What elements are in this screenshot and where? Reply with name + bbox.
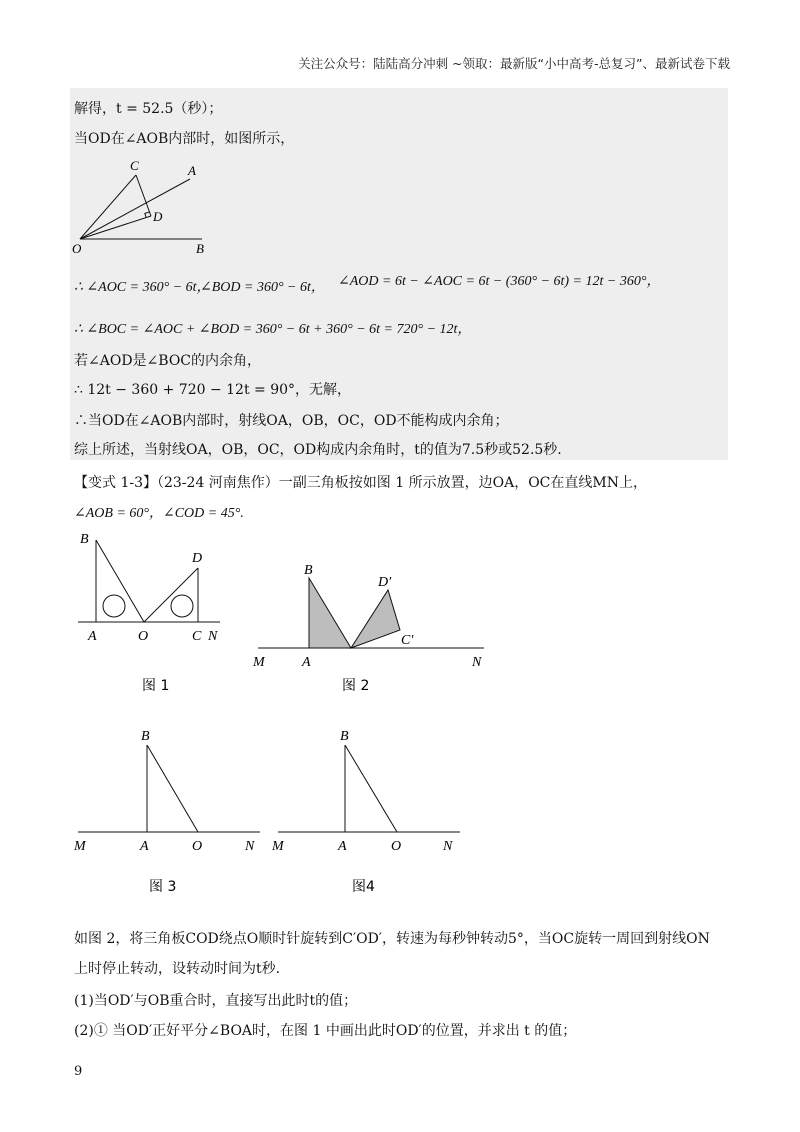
question-part-1: (1)当OD′与OB重合时，直接写出此时t的值； — [74, 993, 358, 1009]
solution-line-2: 当OD在∠AOB内部时，如图所示， — [74, 131, 295, 147]
figure-2 — [250, 560, 500, 700]
fig2-label-M: M — [253, 655, 265, 670]
fig3-label-M: M — [74, 839, 86, 854]
fig-label-O: O — [72, 241, 82, 255]
fig1-label-N: N — [208, 629, 218, 644]
solution-line-3c: ∠AOD = 6t − ∠AOC = 6t − (360° − 6t) = 12t − 360°， — [338, 274, 661, 289]
fig-label-C: C — [130, 158, 139, 173]
question-line-1: 如图 2，将三角板COD绕点O顺时针旋转到C′OD′，转速为每秒钟转动5°，当OC旋转一周回到射线ON — [74, 931, 710, 947]
fig3-caption: 图 3 — [149, 879, 177, 895]
solution-line-5: 若∠AOD是∠BOC的内余角， — [74, 353, 262, 369]
fig-label-A: A — [188, 163, 196, 178]
fig1-label-C: C — [192, 629, 202, 644]
fig4-label-O: O — [391, 839, 402, 854]
fig3-label-N: N — [245, 839, 255, 854]
fig1-label-B: B — [80, 532, 89, 547]
problem-line-2: ∠AOB = 60°，∠COD = 45°. — [74, 506, 244, 521]
fig2-label-B: B — [304, 563, 313, 578]
solution-line-6: ∴ 12t − 360 + 720 − 12t = 90°，无解， — [74, 382, 352, 398]
fig3-label-O: O — [192, 839, 203, 854]
problem-line-1: 【变式 1-3】（23-24 河南焦作）一副三角板按如图 1 所示放置，边OA，OC在直线MN上， — [74, 475, 647, 491]
solution-line-1: 解得，t = 52.5（秒）； — [74, 101, 223, 117]
fig4-label-B: B — [340, 729, 349, 744]
question-part-2: (2)① 当OD′正好平分∠BOA时，在图 1 中画出此时OD′的位置，并求出 t 的值； — [74, 1023, 577, 1039]
fig4-label-M: M — [272, 839, 284, 854]
fig2-label-A: A — [302, 655, 311, 670]
solution-figure — [70, 155, 230, 255]
solution-line-7: ∴当OD在∠AOB内部时，射线OA，OB，OC，OD不能构成内余角； — [74, 413, 509, 429]
fig2-label-D: D′ — [378, 575, 392, 590]
fig1-label-A: A — [88, 629, 97, 644]
fig4-label-A: A — [338, 839, 347, 854]
solution-line-3a: ∴ ∠AOC = 360° − 6t， — [74, 280, 211, 295]
page-header: 关注公众号：陆陆高分冲刺 ~领取：最新版“小中高考-总复习”、最新试卷下载 — [298, 56, 730, 71]
page-number: 9 — [74, 1064, 83, 1079]
solution-line-3b: ∠BOD = 360° − 6t， — [200, 280, 325, 295]
fig4-caption: 图4 — [352, 879, 375, 895]
fig2-caption: 图 2 — [342, 678, 370, 694]
fig2-label-C: C′ — [401, 633, 414, 648]
fig-label-D: D — [153, 209, 163, 224]
fig3-label-B: B — [141, 729, 150, 744]
fig-label-B: B — [196, 241, 204, 255]
fig1-caption: 图 1 — [142, 678, 170, 694]
fig2-label-N: N — [472, 655, 482, 670]
figure-4 — [270, 725, 470, 900]
fig3-label-A: A — [140, 839, 149, 854]
fig4-label-N: N — [443, 839, 453, 854]
figure-3 — [70, 725, 270, 900]
figure-1 — [70, 528, 240, 698]
question-line-2: 上时停止转动，设转动时间为t秒. — [74, 961, 281, 977]
solution-line-4: ∴ ∠BOC = ∠AOC + ∠BOD = 360° − 6t + 360° − 6t = 720° − 12t， — [74, 322, 472, 337]
solution-line-8: 综上所述，当射线OA，OB，OC，OD构成内余角时，t的值为7.5秒或52.5秒. — [74, 442, 562, 458]
fig1-label-D: D — [192, 551, 203, 566]
fig1-label-O: O — [138, 629, 149, 644]
